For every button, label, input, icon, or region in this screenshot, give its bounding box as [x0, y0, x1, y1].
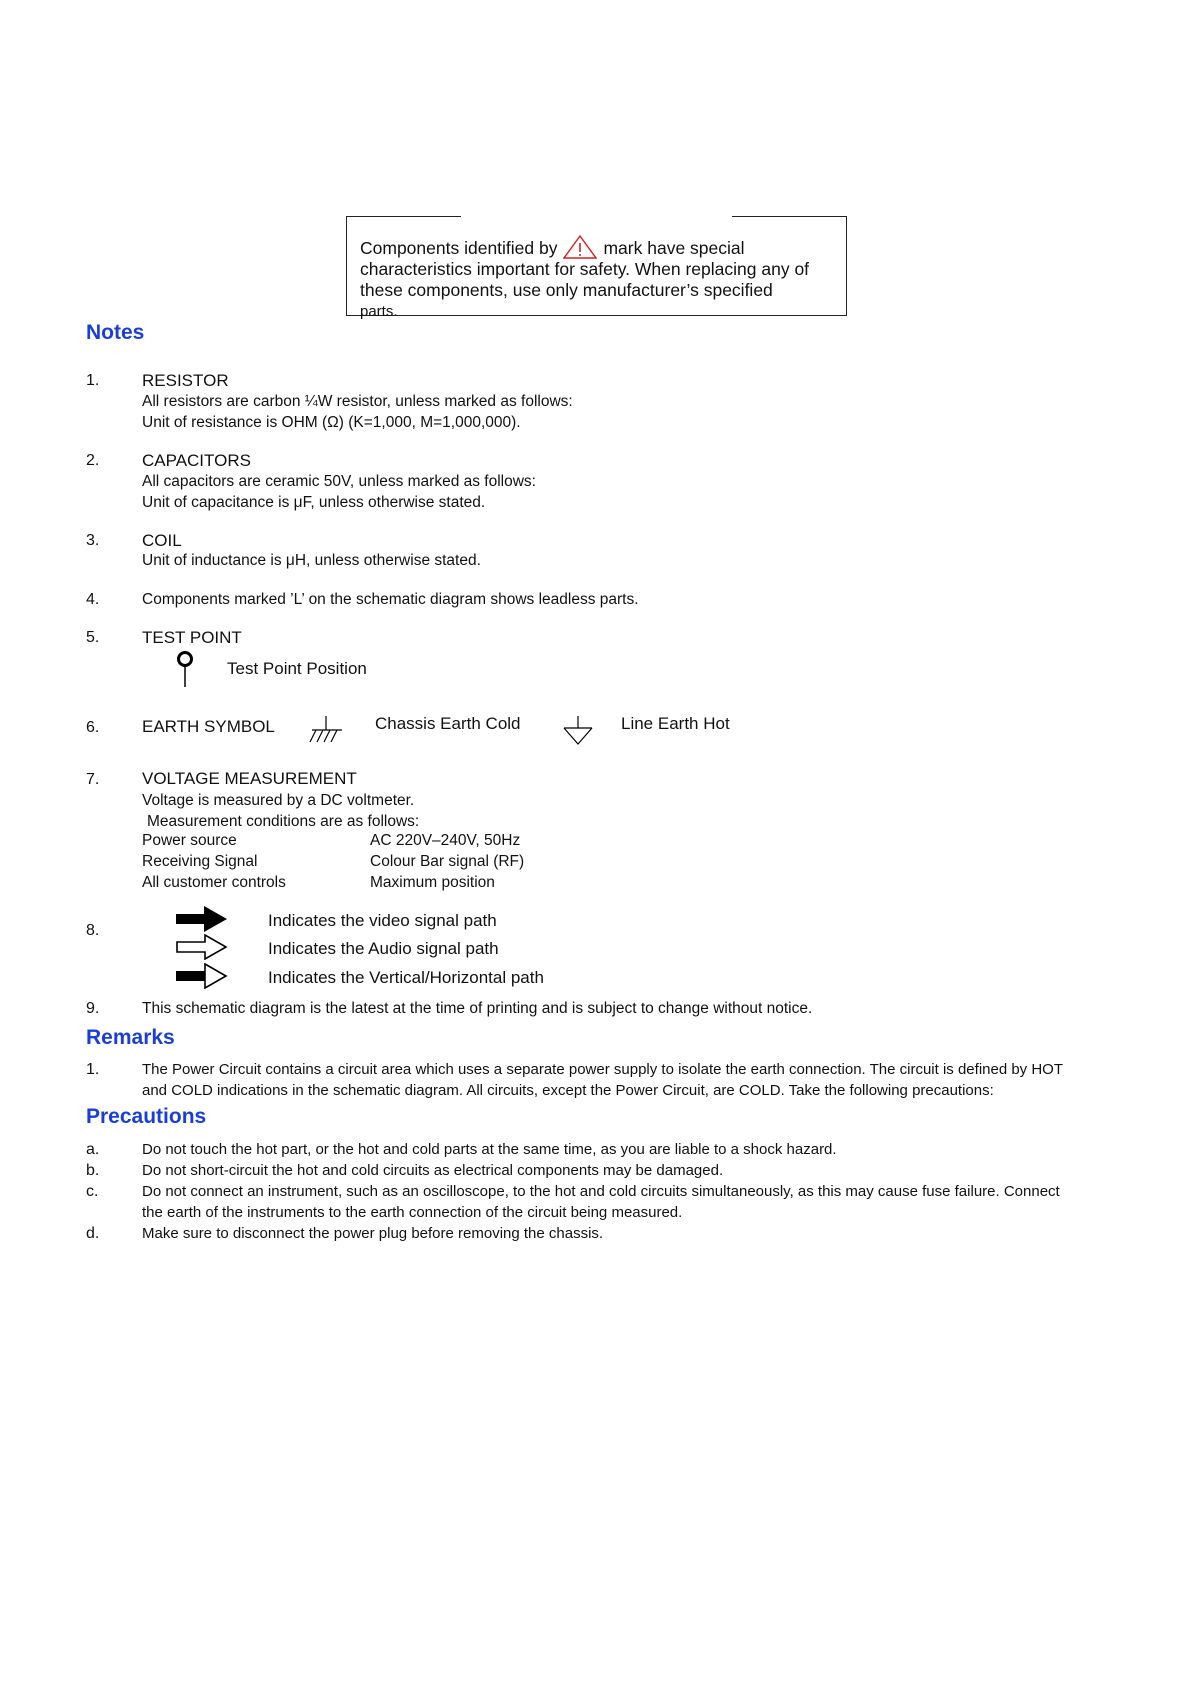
note-5-title: TEST POINT — [142, 628, 242, 647]
safety-line-1b: mark have special — [603, 238, 745, 258]
safety-line-1a: Components identified by — [360, 238, 558, 258]
audio-path-label: Indicates the Audio signal path — [268, 939, 499, 958]
note-5-number: 5. — [86, 629, 100, 646]
note-2-number: 2. — [86, 452, 100, 469]
measure-value-power: AC 220V–240V, 50Hz — [370, 832, 521, 849]
precaution-b-text: Do not short-circuit the hot and cold circuits as electrical components may be damaged. — [142, 1162, 724, 1179]
measure-key-signal: Receiving Signal — [142, 853, 258, 870]
note-2-line-2: Unit of capacitance is μF, unless otherwise stated. — [142, 494, 486, 511]
precautions-heading: Precautions — [86, 1105, 207, 1128]
note-6-title: EARTH SYMBOL — [142, 717, 275, 736]
measure-value-signal: Colour Bar signal (RF) — [370, 853, 525, 870]
remarks-heading: Remarks — [86, 1026, 175, 1049]
note-1-line-1: All resistors are carbon ¼W resistor, unless marked as follows: — [142, 393, 573, 410]
measure-key-power: Power source — [142, 832, 237, 849]
test-point-icon — [174, 650, 196, 688]
note-9-number: 9. — [86, 1000, 100, 1017]
measure-key-controls: All customer controls — [142, 874, 286, 891]
vertical-horizontal-path-label: Indicates the Vertical/Horizontal path — [268, 968, 544, 987]
note-1-title: RESISTOR — [142, 371, 229, 390]
note-3-number: 3. — [86, 532, 100, 549]
safety-notice-box — [346, 216, 847, 320]
safety-notice-text — [360, 235, 840, 323]
note-2-title: CAPACITORS — [142, 451, 251, 470]
line-earth-icon — [562, 716, 594, 746]
note-7-line-1: Voltage is measured by a DC voltmeter. — [142, 792, 415, 809]
note-7-line-2: Measurement conditions are as follows: — [147, 813, 420, 830]
precaution-d-text: Make sure to disconnect the power plug before removing the chassis. — [142, 1225, 604, 1242]
chassis-earth-cold-label: Chassis Earth Cold — [375, 714, 521, 733]
half-arrow-icon — [176, 963, 228, 989]
safety-line-3: these components, use only manufacturer’s specified — [360, 279, 773, 300]
precaution-a-letter: a. — [86, 1141, 100, 1158]
remark-1-line-1: The Power Circuit contains a circuit area which uses a separate power supply to isolate the earth connection. The circuit is defined by HOT — [142, 1061, 1064, 1078]
hollow-arrow-icon — [176, 934, 228, 960]
remark-1-line-2: and COLD indications in the schematic diagram. All circuits, except the Power Circuit, are COLD. Take the following precautions: — [142, 1082, 994, 1099]
video-path-label: Indicates the video signal path — [268, 911, 497, 930]
note-4-text: Components marked ’L’ on the schematic diagram shows leadless parts. — [142, 591, 639, 608]
precaution-b-letter: b. — [86, 1162, 100, 1179]
solid-arrow-icon — [176, 906, 228, 932]
box-top-left-rule — [346, 216, 461, 217]
precaution-c-line-2: the earth of the instruments to the earth connection of the circuit being measured. — [142, 1204, 683, 1221]
line-earth-hot-label: Line Earth Hot — [621, 714, 730, 733]
note-1-number: 1. — [86, 372, 100, 389]
note-3-title: COIL — [142, 531, 182, 550]
remark-1-number: 1. — [86, 1061, 100, 1078]
precaution-a-text: Do not touch the hot part, or the hot and cold parts at the same time, as you are liable to a shock hazard. — [142, 1141, 837, 1158]
note-1-line-2: Unit of resistance is OHM (Ω) (K=1,000, M=1,000,000). — [142, 414, 521, 431]
note-2-line-1: All capacitors are ceramic 50V, unless marked as follows: — [142, 473, 536, 490]
note-6-number: 6. — [86, 719, 100, 736]
note-3-line-1: Unit of inductance is μH, unless otherwise stated. — [142, 552, 481, 569]
warning-triangle-icon — [563, 235, 597, 259]
note-9-text: This schematic diagram is the latest at the time of printing and is subject to change without notice. — [142, 1000, 813, 1017]
chassis-earth-icon — [306, 716, 346, 744]
precaution-d-letter: d. — [86, 1225, 100, 1242]
notes-heading: Notes — [86, 321, 145, 344]
note-4-number: 4. — [86, 591, 100, 608]
precaution-c-letter: c. — [86, 1183, 99, 1200]
measure-value-controls: Maximum position — [370, 874, 495, 891]
note-7-number: 7. — [86, 771, 100, 788]
safety-line-4: parts. — [360, 303, 398, 320]
precaution-c-line-1: Do not connect an instrument, such as an oscilloscope, to the hot and cold circuits simultaneously, as this may cause fuse failure. Connect — [142, 1183, 1060, 1200]
box-top-right-rule — [732, 216, 847, 217]
safety-line-2: characteristics important for safety. When replacing any of — [360, 259, 810, 279]
test-point-label: Test Point Position — [227, 659, 367, 678]
note-8-number: 8. — [86, 922, 100, 939]
note-7-title: VOLTAGE MEASUREMENT — [142, 769, 357, 788]
